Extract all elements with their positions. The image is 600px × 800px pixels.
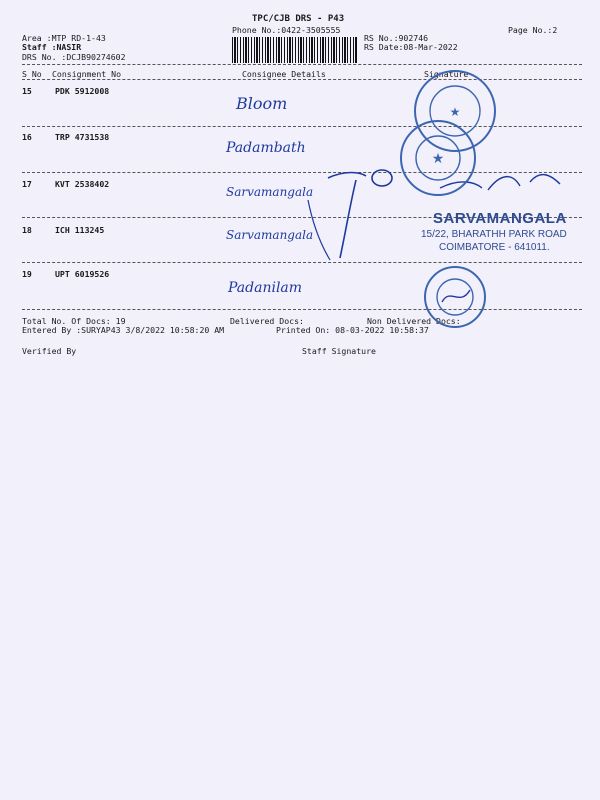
col-signature: Signature <box>424 69 469 79</box>
stamp-address-line1: 15/22, BHARATHH PARK ROAD <box>421 229 567 240</box>
area-label: Area :MTP RD-1-43 <box>22 33 106 43</box>
page-number: Page No.:2 <box>508 25 558 35</box>
round-stamp-icon <box>420 262 490 332</box>
divider <box>22 64 582 65</box>
col-sno: S No <box>22 69 42 79</box>
round-stamp-icon <box>396 116 480 200</box>
row-sno: 18 <box>22 225 32 235</box>
barcode <box>232 37 358 63</box>
col-consignment: Consignment No <box>52 69 122 79</box>
staff-signature: Staff Signature <box>302 346 376 356</box>
row-signature: Padanilam <box>228 280 303 296</box>
svg-text:★: ★ <box>449 105 461 119</box>
stamp-address-line2: COIMBATORE - 641011. <box>439 242 550 253</box>
row-signature: Bloom <box>236 94 288 113</box>
row-sno: 16 <box>22 132 32 142</box>
row-consignment: UPT 6019526 <box>55 269 110 279</box>
entered-by: Entered By :SURYAP43 3/8/2022 10:58:20 AM <box>22 325 225 335</box>
printed-on: Printed On: 08-03-2022 10:58:37 <box>276 325 429 335</box>
document-title: TPC/CJB DRS - P43 <box>252 14 345 24</box>
row-signature: Sarvamangala <box>226 185 314 199</box>
phone-number: Phone No.:0422-3505555 <box>232 25 341 35</box>
col-consignee: Consignee Details <box>242 69 326 79</box>
row-consignment: KVT 2538402 <box>55 179 110 189</box>
row-sno: 17 <box>22 179 32 189</box>
drs-number: DRS No. :DCJB90274602 <box>22 52 126 62</box>
row-signature: Sarvamangala <box>226 228 314 242</box>
row-consignment: ICH 113245 <box>55 225 105 235</box>
row-sno: 15 <box>22 86 32 96</box>
row-divider <box>22 309 582 310</box>
non-delivered-docs: Non Delivered Docs: <box>367 316 461 326</box>
row-consignment: TRP 4731538 <box>55 132 110 142</box>
stamp-name: SARVAMANGALA <box>433 210 567 227</box>
delivered-docs: Delivered Docs: <box>230 316 304 326</box>
svg-text:★: ★ <box>431 150 445 166</box>
row-signature: Padambath <box>226 140 306 156</box>
staff-label: Staff :NASIR <box>22 42 82 52</box>
total-docs: Total No. Of Docs: 19 <box>22 316 126 326</box>
row-sno: 19 <box>22 269 32 279</box>
row-consignment: PDK 5912008 <box>55 86 110 96</box>
verified-by: Verified By <box>22 346 77 356</box>
rs-number: RS No.:902746 <box>364 33 429 43</box>
rs-date: RS Date:08-Mar-2022 <box>364 42 458 52</box>
